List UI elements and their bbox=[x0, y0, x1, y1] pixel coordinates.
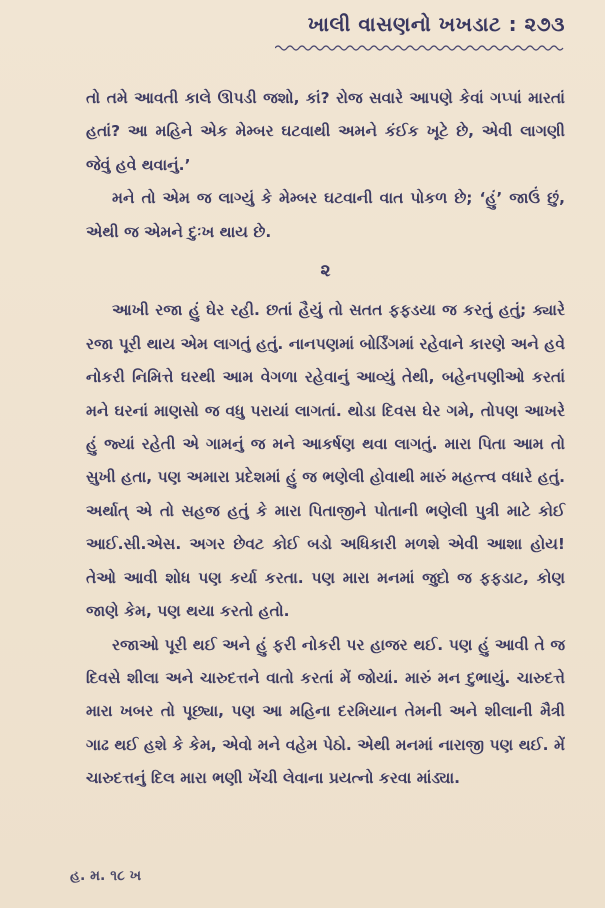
page-body bbox=[86, 82, 565, 796]
paragraph-2: મને તો એમ જ લાગ્યું કે મેમ્બર ઘટવાની વાત પોકળ છે; ‘હું’ જાઉં છું, એથી જ એમને દુઃખ થાય છે. bbox=[86, 189, 565, 241]
section-number: ૨ bbox=[320, 261, 331, 282]
paragraph-4: રજાઓ પૂરી થઈ અને હું ફરી નોકરી પર હાજર થઈ. પણ હું આવી તે જ દિવસે શીલા અને ચારુદત્તને વાતો કરતાં મેં જોયાં. મારું મન દુભાયું. ચારુદત્તે મારા ખબર તો પૂછ્યા, પણ આ મહિના દરમિયાન તેમની અને શીલાની મૈત્રી ગાઢ થઈ હશે કે કેમ, એવો મને વહેમ પેઠો. એથી મનમાં નારાજી પણ થઈ. મેં ચારુદત્તનું દિલ મારા ભણી ખેંચી લેવાના પ્રયત્નો કરવા માંડ્યા. bbox=[86, 635, 565, 788]
header-wavy-rule bbox=[275, 44, 565, 52]
printer-signature-mark: હ. મ. ૧૮ ખ bbox=[70, 868, 142, 884]
paragraph-3: આખી રજા હું ઘેર રહી. છતાં હૈયું તો સતત ફફડયા જ કરતું હતું; ક્યારે રજા પૂરી થાય એમ લાગતું હતું. નાનપણમાં બોર્ડિંગમાં રહેવાને કારણે અને હવે નોકરી નિમિત્તે ઘરથી આમ વેગળા રહેવાનું આવ્યું તેથી, બહેનપણીઓ કરતાં મને ઘરનાં માણસો જ વધુ પરાયાં લાગતાં. થોડા દિવસ ઘેર ગમે, તોપણ આખરે હું જ્યાં રહેતી એ ગામનું જ મને આકર્ષણ થવા લાગતું. મારા પિતા આમ તો સુખી હતા, પણ અમારા પ્રદેશમાં હું જ ભણેલી હોવાથી મારું મહત્ત્વ વધારે હતું. અર્થાત્ એ તો સહજ હતું કે મારા પિતાજીને પોતાની ભણેલી પુત્રી માટે કોઈ આઈ.સી.એસ. અગર છેવટ કોઈ બડો અધિકારી મળશે એવી આશા હોય! તેઓ આવી શોધ પણ કર્યા કરતા. પણ મારા મનમાં જુદો જ ફફડાટ, કોણ જાણે કેમ, પણ થયા કરતો હતો. bbox=[86, 301, 565, 621]
running-head: ખાલી વાસણનો ખખડાટ : ૨૭૩ bbox=[307, 12, 565, 36]
paragraph-1: તો તમે આવતી કાલે ઊપડી જશો, કાં? રોજ સવારે આપણે કેવાં ગપ્પાં મારતાં હતાં? આ મહિને એક મેમ્બર ઘટવાથી અમને કંઈક ખૂટે છે, એવી લાગણી જેવું હવે થવાનું.’ bbox=[86, 89, 565, 174]
